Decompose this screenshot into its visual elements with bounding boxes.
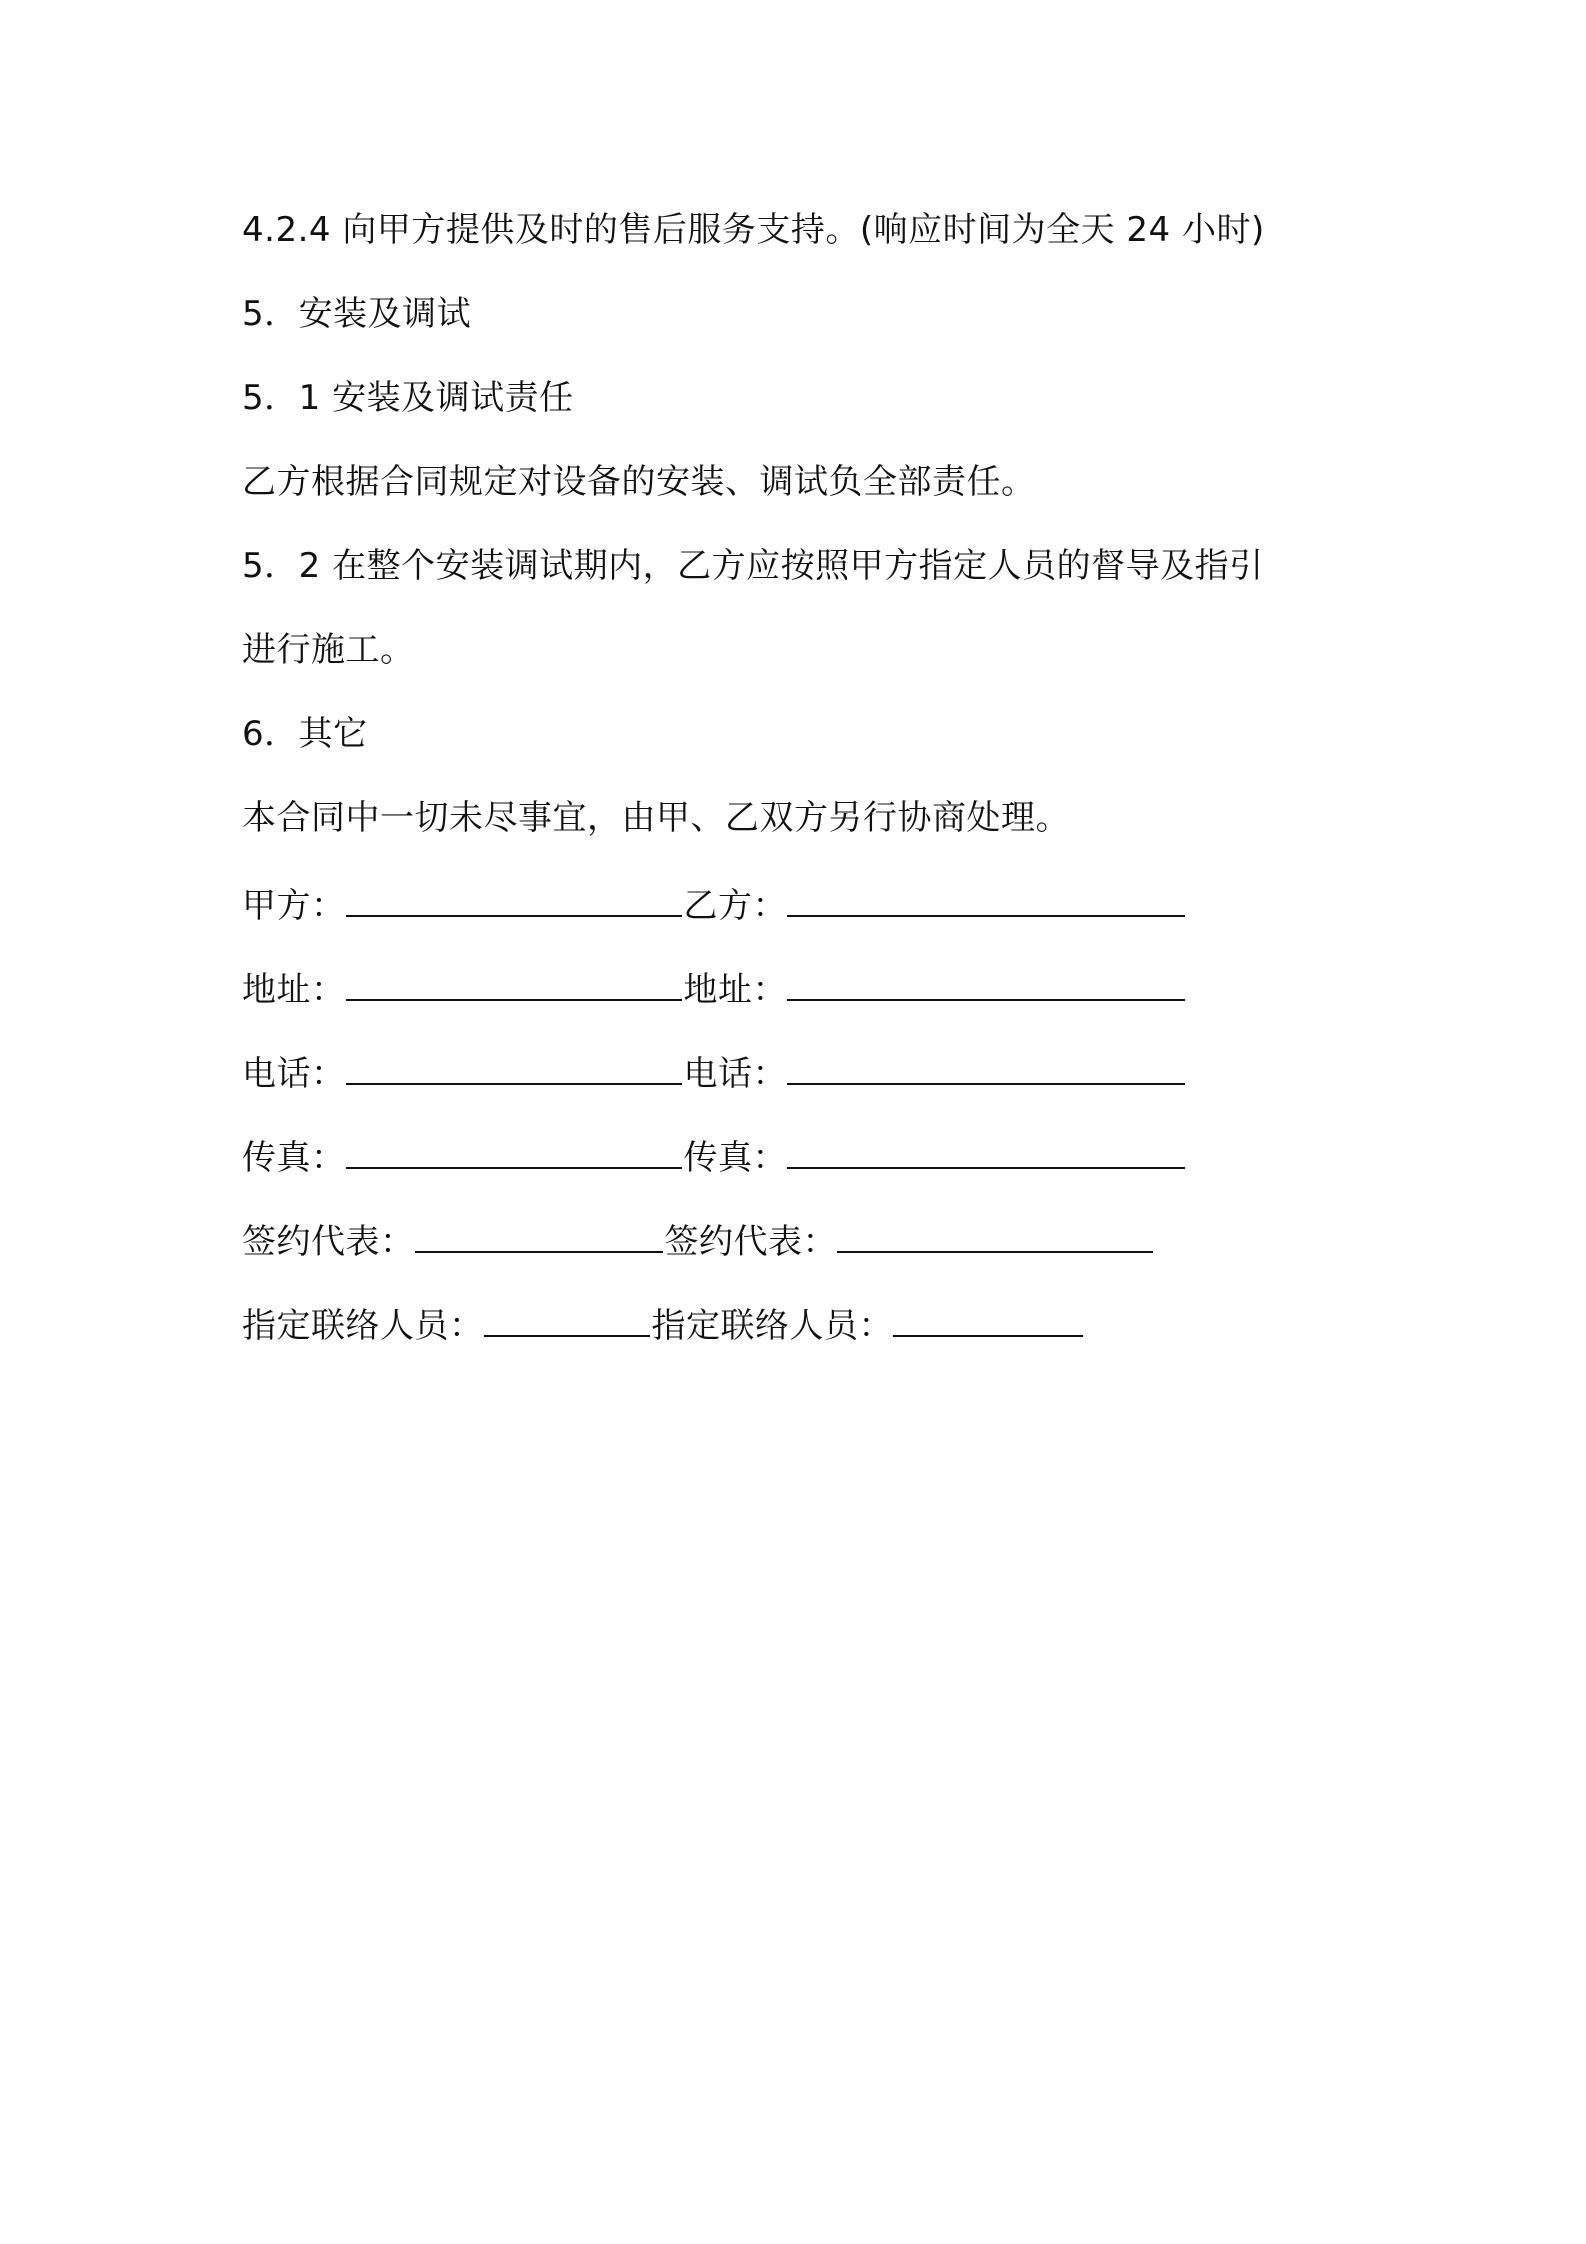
phone-a-label: 电话：	[242, 1054, 346, 1094]
phone-a-blank[interactable]	[346, 1053, 682, 1085]
party-a-blank[interactable]	[346, 885, 682, 917]
party-a-label: 甲方：	[242, 886, 346, 926]
signature-row-fax	[242, 1136, 1187, 1180]
fax-b-blank[interactable]	[787, 1137, 1185, 1169]
paragraph-5-2-line1: 5．2 在整个安装调试期内，乙方应按照甲方指定人员的督导及指引	[242, 546, 1264, 586]
party-b-label: 乙方：	[683, 886, 787, 926]
signature-row-representative	[242, 1220, 1155, 1264]
contact-b-blank[interactable]	[893, 1305, 1083, 1337]
address-b-label: 地址：	[683, 970, 787, 1010]
fax-b-label: 传真：	[683, 1138, 787, 1178]
subsection-heading-5-1: 5．1 安装及调试责任	[242, 378, 574, 418]
paragraph-4-2-4: 4.2.4 向甲方提供及时的售后服务支持。(响应时间为全天 24 小时)	[242, 210, 1265, 250]
rep-b-label: 签约代表：	[664, 1222, 837, 1262]
signature-row-address	[242, 968, 1187, 1012]
address-a-blank[interactable]	[346, 969, 682, 1001]
signature-row-contact	[242, 1304, 1085, 1348]
signature-row-party	[242, 884, 1187, 928]
section-heading-5: 5．安装及调试	[242, 294, 472, 334]
party-b-blank[interactable]	[787, 885, 1185, 917]
signature-row-phone	[242, 1052, 1187, 1096]
contact-a-blank[interactable]	[484, 1305, 650, 1337]
rep-b-blank[interactable]	[837, 1221, 1153, 1253]
rep-a-blank[interactable]	[415, 1221, 663, 1253]
section-heading-6: 6．其它	[242, 714, 368, 754]
contact-b-label: 指定联络人员：	[651, 1306, 893, 1346]
paragraph-6-body: 本合同中一切未尽事宜，由甲、乙双方另行协商处理。	[242, 798, 1070, 838]
fax-a-label: 传真：	[242, 1138, 346, 1178]
address-a-label: 地址：	[242, 970, 346, 1010]
paragraph-5-1-body: 乙方根据合同规定对设备的安装、调试负全部责任。	[242, 462, 1036, 502]
paragraph-5-2-line2: 进行施工。	[242, 630, 415, 670]
fax-a-blank[interactable]	[346, 1137, 682, 1169]
contact-a-label: 指定联络人员：	[242, 1306, 484, 1346]
phone-b-label: 电话：	[683, 1054, 787, 1094]
phone-b-blank[interactable]	[787, 1053, 1185, 1085]
address-b-blank[interactable]	[787, 969, 1185, 1001]
rep-a-label: 签约代表：	[242, 1222, 415, 1262]
